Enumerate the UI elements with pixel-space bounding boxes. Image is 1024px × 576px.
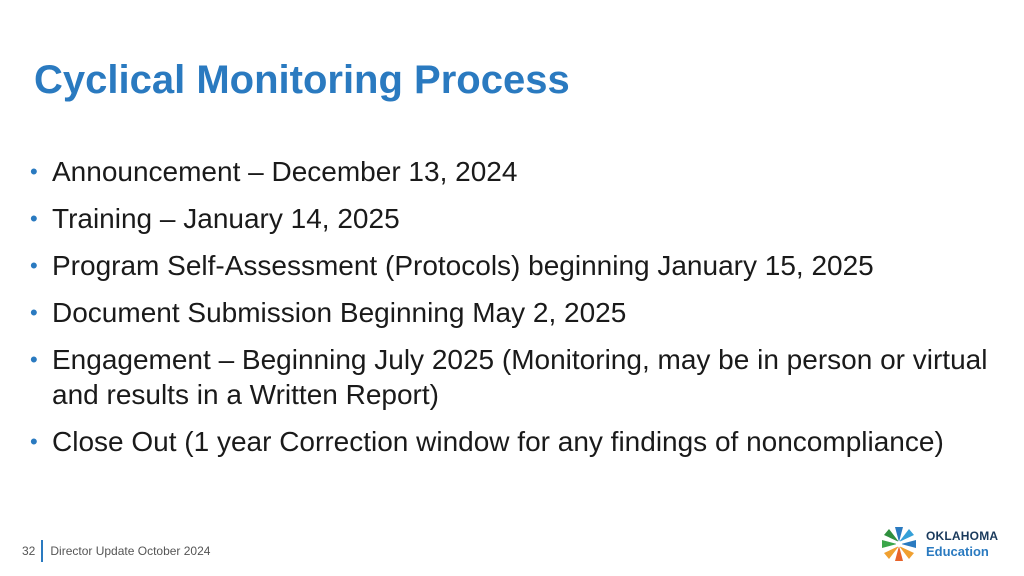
bullet-item — [30, 201, 1005, 236]
bullet-icon: • — [30, 429, 38, 454]
bullet-icon: • — [30, 300, 38, 325]
bullet-list — [30, 154, 1005, 471]
slide-title: Cyclical Monitoring Process — [34, 58, 570, 102]
bullet-icon: • — [30, 159, 38, 184]
bullet-text: Engagement – Beginning July 2025 (Monitoring, may be in person or virtual and results in a Written Report) — [52, 344, 988, 410]
bullet-icon: • — [30, 347, 38, 372]
bullet-text: Program Self-Assessment (Protocols) beginning January 15, 2025 — [52, 250, 874, 281]
bullet-item — [30, 342, 1005, 412]
bullet-text: Document Submission Beginning May 2, 2025 — [52, 297, 627, 328]
logo-line-education: Education — [926, 544, 989, 559]
bullet-icon: • — [30, 206, 38, 231]
footer-divider — [41, 540, 43, 562]
bullet-item — [30, 295, 1005, 330]
slide-footer — [22, 540, 210, 562]
footer-label: Director Update October 2024 — [50, 544, 211, 558]
bullet-item — [30, 424, 1005, 459]
oklahoma-star-logo-icon — [878, 523, 920, 565]
bullet-text: Training – January 14, 2025 — [52, 203, 400, 234]
logo-line-oklahoma: OKLAHOMA — [926, 529, 999, 543]
bullet-text: Announcement – December 13, 2024 — [52, 156, 518, 187]
page-number: 32 — [22, 544, 36, 558]
logo-wordmark — [926, 529, 998, 559]
bullet-text: Close Out (1 year Correction window for any findings of noncompliance) — [52, 426, 944, 457]
oklahoma-education-logo — [878, 522, 1008, 566]
bullet-icon: • — [30, 253, 38, 278]
bullet-item — [30, 248, 1005, 283]
bullet-item — [30, 154, 1005, 189]
